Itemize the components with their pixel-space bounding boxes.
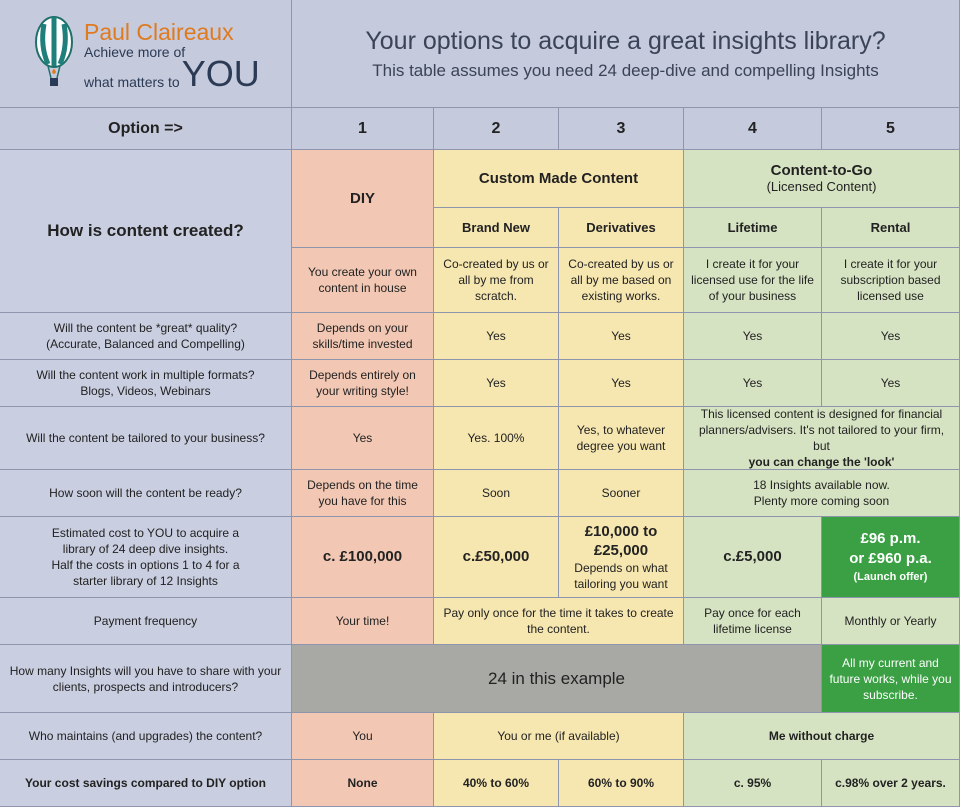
formats-derivatives: Yes <box>559 360 684 407</box>
formats-rental: Yes <box>822 360 960 407</box>
tailored-licensed-bold: you can change the 'look' <box>748 455 895 469</box>
row-label-formats <box>0 360 292 407</box>
cost-rental-note: (Launch offer) <box>853 571 928 583</box>
row-label-maintain: Who maintains (and upgrades) the content? <box>0 713 292 760</box>
savings-rental: c.98% over 2 years. <box>822 760 960 807</box>
cost-rental <box>822 517 960 598</box>
logo-name: Paul Claireaux <box>84 18 234 45</box>
tailored-brand-new: Yes. 100% <box>434 407 559 470</box>
ready-licensed-2: Plenty more coming soon <box>753 494 890 508</box>
cost-rental-2: or £960 p.a. <box>849 550 932 567</box>
page-title: Your options to acquire a great insights library? <box>365 26 886 55</box>
content-to-go-title: Content-to-Go <box>770 161 873 179</box>
cost-label-4: starter library of 12 Insights <box>73 574 218 588</box>
savings-diy: None <box>292 760 434 807</box>
maintain-licensed: Me without charge <box>684 713 960 760</box>
formats-lifetime: Yes <box>684 360 822 407</box>
option-4: 4 <box>684 108 822 150</box>
maintain-diy: You <box>292 713 434 760</box>
tailored-diy: Yes <box>292 407 434 470</box>
option-1: 1 <box>292 108 434 150</box>
quality-diy: Depends on your skills/time invested <box>292 313 434 360</box>
col-rental: Rental <box>822 208 960 248</box>
quality-derivatives: Yes <box>559 313 684 360</box>
created-diy: You create your own content in house <box>292 248 434 313</box>
tailored-licensed-text: This licensed content is designed for financial planners/advisers. It's not tailored to your firm, but <box>698 407 945 453</box>
created-rental: I create it for your subscription based licensed use <box>822 248 960 313</box>
savings-lifetime: c. 95% <box>684 760 822 807</box>
logo-tagline-2: what matters to <box>84 73 180 90</box>
page-subtitle: This table assumes you need 24 deep-dive and compelling Insights <box>372 60 879 80</box>
payment-diy: Your time! <box>292 598 434 645</box>
tailored-derivatives: Yes, to whatever degree you want <box>559 407 684 470</box>
quality-rental: Yes <box>822 313 960 360</box>
ready-licensed-1: 18 Insights available now. <box>753 478 890 492</box>
cost-derivatives-main: £10,000 to £25,000 <box>584 523 658 559</box>
payment-custom: Pay only once for the time it takes to create the content. <box>434 598 684 645</box>
cost-rental-1: £96 p.m. <box>860 530 921 547</box>
quality-label-2: (Accurate, Balanced and Compelling) <box>46 337 245 351</box>
share-rental: All my current and future works, while you subscribe. <box>822 645 960 713</box>
share-options-1-4: 24 in this example <box>292 645 822 713</box>
quality-brand-new: Yes <box>434 313 559 360</box>
option-3: 3 <box>559 108 684 150</box>
hot-air-balloon-icon <box>34 16 74 92</box>
cost-label-2: library of 24 deep dive insights. <box>62 542 229 556</box>
cost-label-1: Estimated cost to YOU to acquire a <box>51 526 240 540</box>
created-brand-new: Co-created by us or all by me from scratch. <box>434 248 559 313</box>
formats-diy: Depends entirely on your writing style! <box>292 360 434 407</box>
group-content-to-go <box>684 150 960 208</box>
page-header <box>292 0 960 108</box>
tailored-licensed <box>684 407 960 470</box>
col-brand-new: Brand New <box>434 208 559 248</box>
col-lifetime: Lifetime <box>684 208 822 248</box>
row-label-cost <box>0 517 292 598</box>
formats-label-2: Blogs, Videos, Webinars <box>80 384 211 398</box>
row-label-savings: Your cost savings compared to DIY option <box>0 760 292 807</box>
row-label-ready: How soon will the content be ready? <box>0 470 292 517</box>
ready-brand-new: Soon <box>434 470 559 517</box>
savings-brand-new: 40% to 60% <box>434 760 559 807</box>
ready-derivatives: Sooner <box>559 470 684 517</box>
option-5: 5 <box>822 108 960 150</box>
group-custom: Custom Made Content <box>434 150 684 208</box>
quality-label-1: Will the content be *great* quality? <box>53 321 238 335</box>
cost-diy: c. £100,000 <box>292 517 434 598</box>
quality-lifetime: Yes <box>684 313 822 360</box>
cost-label-3: Half the costs in options 1 to 4 for a <box>51 558 240 572</box>
savings-derivatives: 60% to 90% <box>559 760 684 807</box>
ready-licensed <box>684 470 960 517</box>
maintain-custom: You or me (if available) <box>434 713 684 760</box>
row-label-share: How many Insights will you have to share with your clients, prospects and introducers? <box>0 645 292 713</box>
cost-brand-new: c.£50,000 <box>434 517 559 598</box>
payment-rental: Monthly or Yearly <box>822 598 960 645</box>
col-derivatives: Derivatives <box>559 208 684 248</box>
row-label-created: How is content created? <box>0 150 292 313</box>
logo-tagline-1: Achieve more of <box>84 43 186 60</box>
row-label-quality <box>0 313 292 360</box>
content-to-go-sub: (Licensed Content) <box>766 178 877 194</box>
row-label-tailored: Will the content be tailored to your business? <box>0 407 292 470</box>
logo-you: YOU <box>181 52 260 94</box>
payment-lifetime: Pay once for each lifetime license <box>684 598 822 645</box>
cost-lifetime: c.£5,000 <box>684 517 822 598</box>
row-label-payment: Payment frequency <box>0 598 292 645</box>
cost-derivatives-note: Depends on what tailoring you want <box>574 561 668 591</box>
ready-diy: Depends on the time you have for this <box>292 470 434 517</box>
option-label: Option => <box>0 108 292 150</box>
option-2: 2 <box>434 108 559 150</box>
created-lifetime: I create it for your licensed use for the life of your business <box>684 248 822 313</box>
logo <box>0 0 292 108</box>
formats-brand-new: Yes <box>434 360 559 407</box>
formats-label-1: Will the content work in multiple formats? <box>36 368 255 382</box>
created-derivatives: Co-created by us or all by me based on existing works. <box>559 248 684 313</box>
group-diy: DIY <box>292 150 434 248</box>
cost-derivatives <box>559 517 684 598</box>
